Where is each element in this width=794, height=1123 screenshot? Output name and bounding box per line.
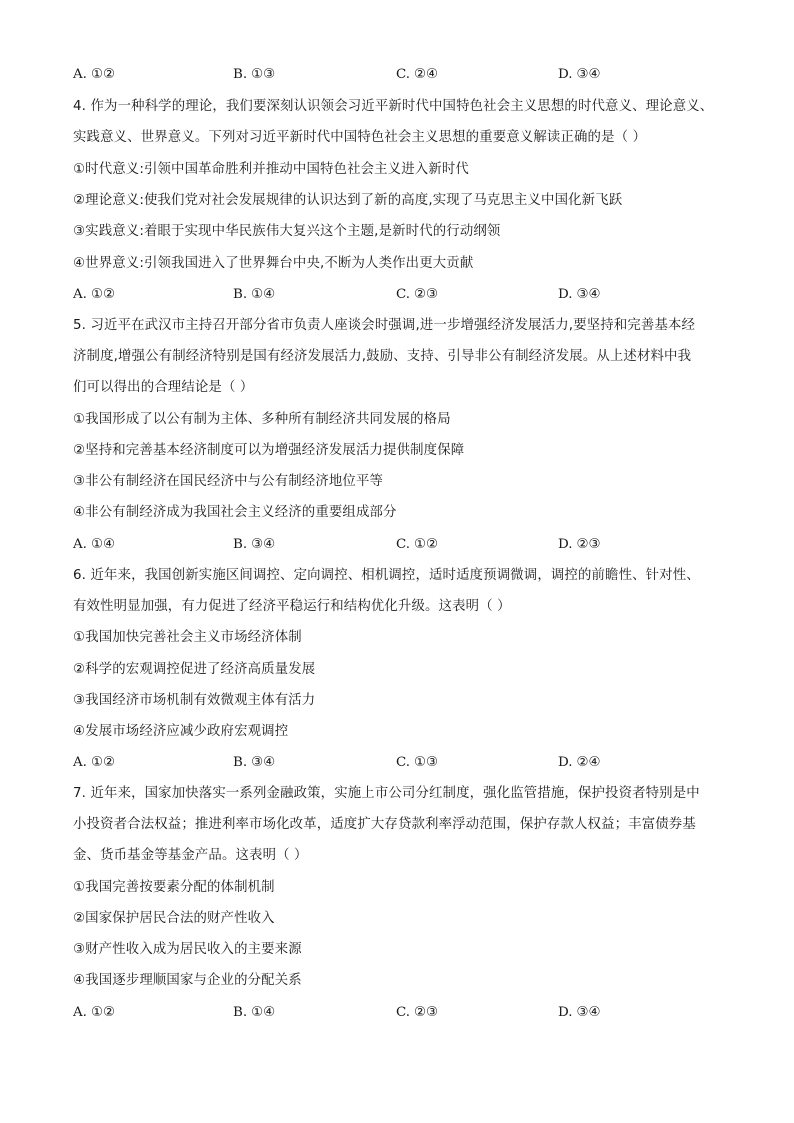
option-a[interactable]	[73, 285, 115, 305]
question-7-stem: 金、货币基金等基金产品。这表明（ ）	[73, 848, 308, 863]
option-label: C.	[396, 67, 411, 82]
question-6-item: ①我国加快完善社会主义市场经济体制	[73, 630, 302, 645]
question-7-item: ③财产性收入成为居民收入的主要来源	[73, 942, 302, 957]
option-d[interactable]	[558, 753, 601, 773]
question-5-item: ④非公有制经济成为我国社会主义经济的重要组成部分	[73, 505, 397, 520]
option-value: ②④	[576, 755, 601, 770]
question-5-item: ①我国形成了以公有制为主体、多种所有制经济共同发展的格局	[73, 412, 451, 427]
option-d[interactable]	[558, 285, 601, 305]
option-label: A.	[73, 287, 87, 302]
option-label: D.	[558, 67, 573, 82]
option-value: ①④	[251, 1005, 276, 1020]
option-value: ②③	[414, 287, 439, 302]
question-6-item: ③我国经济市场机制有效微观主体有活力	[73, 693, 316, 708]
option-value: ①③	[414, 755, 439, 770]
option-value: ①②	[90, 755, 115, 770]
option-label: D.	[558, 537, 573, 552]
option-value: ①④	[90, 537, 115, 552]
q6-options	[73, 753, 733, 773]
q3-options	[73, 65, 733, 85]
question-6-item: ④发展市场经济应减少政府宏观调控	[73, 724, 289, 739]
option-value: ①②	[414, 537, 439, 552]
option-c[interactable]	[396, 1003, 438, 1023]
question-4-item: ④世界意义:引领我国进入了世界舞台中央,不断为人类作出更大贡献	[73, 256, 474, 271]
question-5-stem: 5. 习近平在武汉市主持召开部分省市负责人座谈会时强调,进一步增强经济发展活力,要坚持和完善基本经	[73, 318, 696, 333]
option-value: ②③	[576, 537, 601, 552]
question-6-stem: 6. 近年来，我国创新实施区间调控、定向调控、相机调控，适时适度预调微调，调控的前瞻性、针对性、	[73, 568, 700, 583]
option-value: ①②	[90, 287, 115, 302]
question-5-item: ②坚持和完善基本经济制度可以为增强经济发展活力提供制度保障	[73, 443, 465, 458]
question-4-item: ③实践意义:着眼于实现中华民族伟大复兴这个主题,是新时代的行动纲领	[73, 224, 501, 239]
option-value: ①②	[90, 67, 115, 82]
question-6-item: ②科学的宏观调控促进了经济高质量发展	[73, 662, 316, 677]
option-value: ③④	[576, 1005, 601, 1020]
option-label: A.	[73, 755, 87, 770]
option-label: B.	[233, 755, 248, 770]
option-label: A.	[73, 1005, 87, 1020]
option-d[interactable]	[558, 65, 601, 85]
option-c[interactable]	[396, 65, 438, 85]
question-5-stem: 济制度,增强公有制经济特别是国有经济发展活力,鼓励、支持、引导非公有制经济发展。从上述材料中我	[73, 349, 692, 364]
option-a[interactable]	[73, 753, 115, 773]
option-value: ②③	[414, 1005, 439, 1020]
option-label: A.	[73, 537, 87, 552]
option-d[interactable]	[558, 535, 601, 555]
question-4-stem: 实践意义、世界意义。下列对习近平新时代中国特色社会主义思想的重要意义解读正确的是（ ）	[73, 130, 647, 145]
option-label: B.	[233, 287, 248, 302]
option-value: ③④	[576, 67, 601, 82]
option-value: ①④	[251, 287, 276, 302]
option-label: D.	[558, 287, 573, 302]
option-b[interactable]	[233, 535, 275, 555]
option-b[interactable]	[233, 1003, 275, 1023]
q5-options	[73, 535, 733, 555]
question-6-stem: 有效性明显加强，有力促进了经济平稳运行和结构优化升级。这表明（ ）	[73, 599, 511, 614]
option-label: D.	[558, 755, 573, 770]
question-7-item: ②国家保护居民合法的财产性收入	[73, 911, 275, 926]
question-7-stem: 7. 近年来，国家加快落实一系列金融政策，实施上市公司分红制度，强化监管措施，保护投资者特别是中	[73, 786, 700, 801]
option-value: ①②	[90, 1005, 115, 1020]
question-4-item: ②理论意义:使我们党对社会发展规律的认识达到了新的高度,实现了马克思主义中国化新飞跃	[73, 193, 623, 208]
question-4-item: ①时代意义:引领中国革命胜利并推动中国特色社会主义进入新时代	[73, 162, 469, 177]
option-label: C.	[396, 1005, 411, 1020]
option-value: ③④	[251, 755, 276, 770]
option-c[interactable]	[396, 535, 438, 555]
option-label: D.	[558, 1005, 573, 1020]
option-label: C.	[396, 287, 411, 302]
option-label: C.	[396, 755, 411, 770]
option-a[interactable]	[73, 1003, 115, 1023]
q4-options	[73, 285, 733, 305]
question-5-item: ③非公有制经济在国民经济中与公有制经济地位平等	[73, 474, 384, 489]
option-b[interactable]	[233, 65, 275, 85]
option-value: ③④	[251, 537, 276, 552]
option-a[interactable]	[73, 535, 115, 555]
option-value: ①③	[251, 67, 276, 82]
question-7-item: ④我国逐步理顺国家与企业的分配关系	[73, 973, 302, 988]
option-b[interactable]	[233, 285, 275, 305]
option-d[interactable]	[558, 1003, 601, 1023]
q7-options	[73, 1003, 733, 1023]
option-c[interactable]	[396, 753, 438, 773]
option-label: A.	[73, 67, 87, 82]
option-label: C.	[396, 537, 411, 552]
option-label: B.	[233, 67, 248, 82]
option-a[interactable]	[73, 65, 115, 85]
option-label: B.	[233, 1005, 248, 1020]
option-value: ②④	[414, 67, 439, 82]
option-b[interactable]	[233, 753, 275, 773]
option-value: ③④	[576, 287, 601, 302]
question-5-stem: 们可以得出的合理结论是（ ）	[73, 380, 254, 395]
question-7-item: ①我国完善按要素分配的体制机制	[73, 880, 275, 895]
question-4-stem: 4. 作为一种科学的理论，我们要深刻认识领会习近平新时代中国特色社会主义思想的时代意义、理论意义、	[73, 99, 714, 114]
option-c[interactable]	[396, 285, 438, 305]
question-7-stem: 小投资者合法权益；推进利率市场化改革，适度扩大存贷款利率浮动范围，保护存款人权益；丰富债券基	[73, 817, 696, 832]
option-label: B.	[233, 537, 248, 552]
